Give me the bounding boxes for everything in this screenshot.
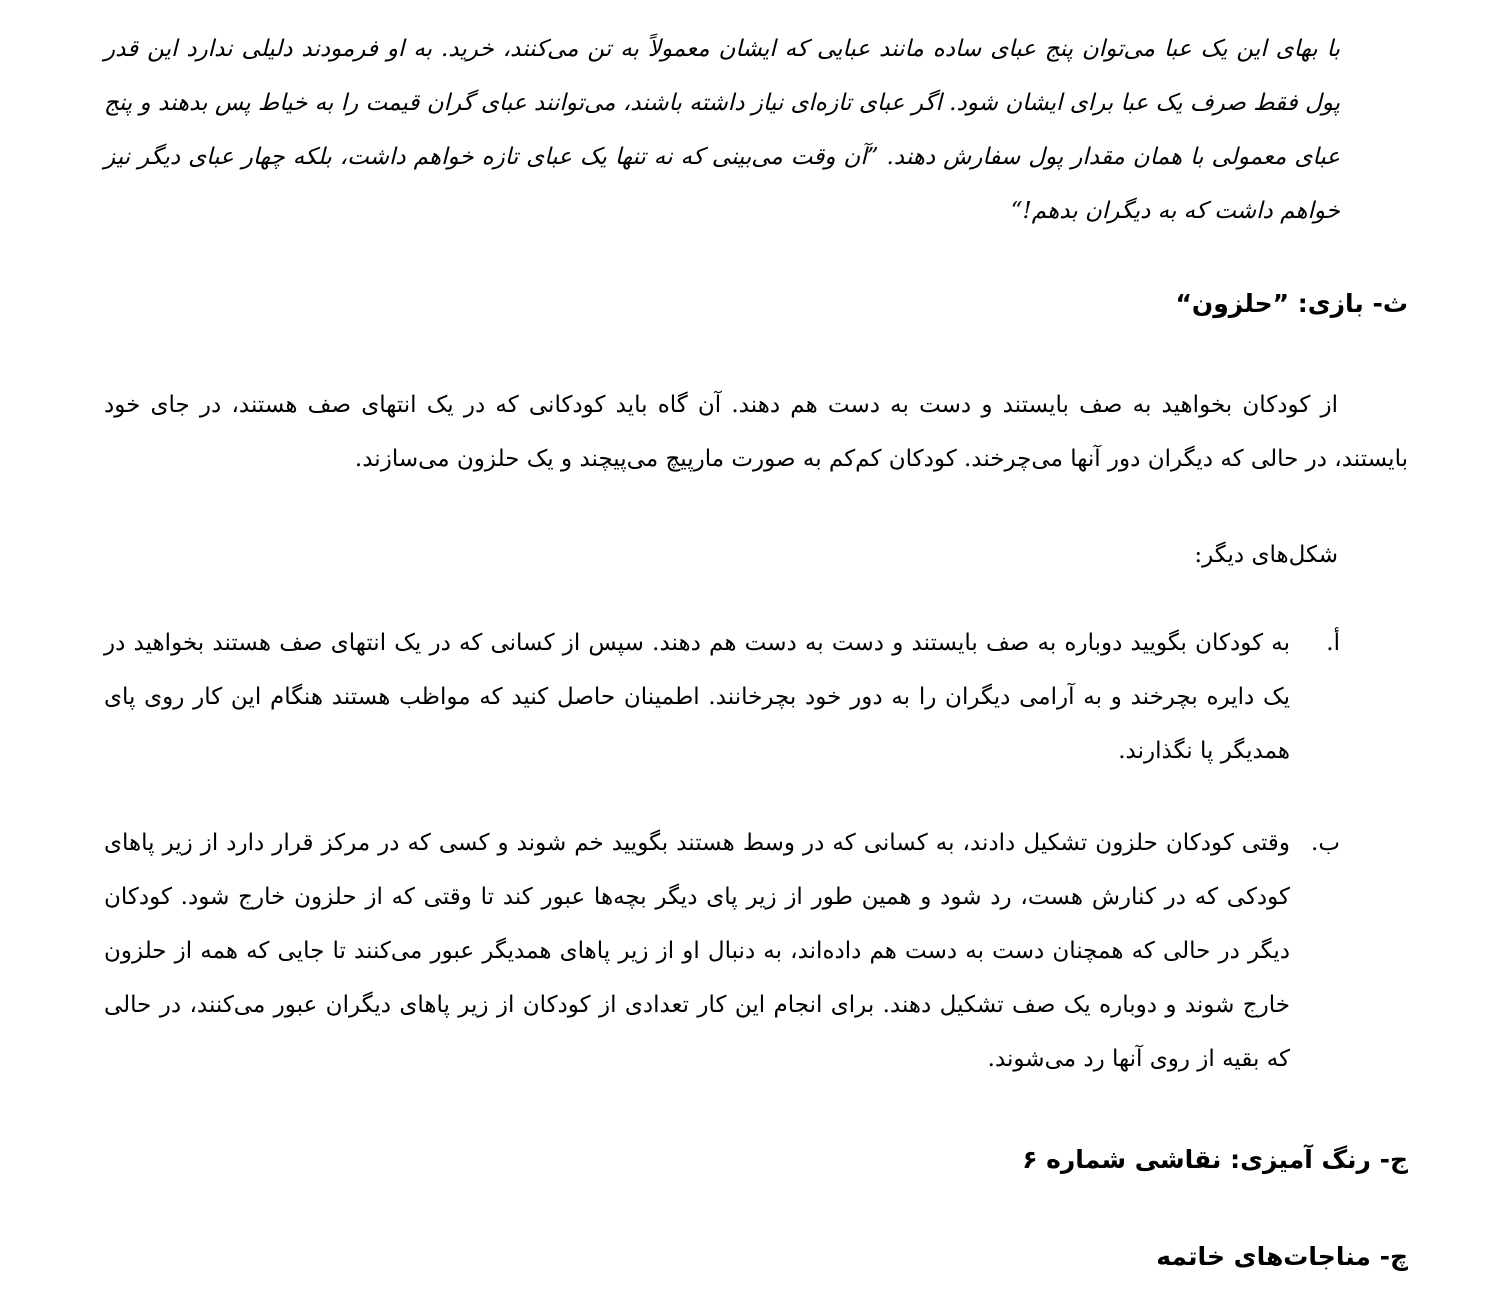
list-item [104,616,1340,786]
section-heading-snail-game: ث- بازی: ”حلزون“ [1175,289,1408,318]
section-heading-coloring: ج- رنگ آمیزی: نقاشی شماره ۶ [1022,1145,1408,1174]
snail-game-instructions: از کودکان بخواهید به صف بایستند و دست به دست هم دهند. آن گاه باید کودکانی که در یک انتهای صف هستند، در جای خود بایستند، در حالی که دیگران دور آنها می‌چرخند. کودکان کم‌کم به صورت مارپیچ می‌پیچند و یک حلزون می‌سازند. [104,392,1408,472]
quote-paragraph: با بهای این یک عبا می‌توان پنج عبای ساده مانند عبایی که ایشان معمولاً به تن می‌کنند، خرید. به او فرمودند دلیلی ندارد این قدر پول فقط صرف یک عبا برای ایشان شود. اگر عبای تازه‌ای نیاز داشته باشند، می‌توانند عبای گران قیمت را به خیاط پس بدهند و پنج عبای معمولی با همان مقدار پول سفارش دهند. ”آن وقت می‌بینی که نه تنها یک عبای تازه خواهم داشت، بلکه چهار عبای دیگر نیز خواهم داشت که به دیگران بدهم!“ [104,36,1340,224]
list-marker: ب. [1311,830,1340,856]
list-item [104,816,1340,1096]
other-forms-label: شکل‌های دیگر: [1194,542,1338,568]
list-item-text: وقتی کودکان حلزون تشکیل دادند، به کسانی که در وسط هستند بگویید خم شوند و کسی که در مرکز قرار دارد از زیر پاهای کودکی که در کنارش هست، رد شود و همین طور از زیر پای دیگر بچه‌ها عبور کند تا وقتی که از حلزون خارج شود. کودکان دیگر در حالی که همچنان دست به دست هم داده‌اند، به دنبال او از زیر پاهای همدیگر عبور می‌کنند تا جایی که همه از حلزون خارج شوند و دوباره یک صف تشکیل دهند. برای انجام این کار تعدادی از کودکان از زیر پاهای دیگران عبور می‌کنند، در حالی که بقیه از روی آنها رد می‌شوند. [104,830,1290,1072]
list-marker: أ. [1326,630,1340,656]
section-heading-closing-prayers: چ- مناجات‌های خاتمه [1156,1242,1408,1271]
list-item-text: به کودکان بگویید دوباره به صف بایستند و دست به دست هم دهند. سپس از کسانی که در یک انتهای صف هستند بخواهید در یک دایره بچرخند و به آرامی دیگران را به دور خود بچرخانند. اطمینان حاصل کنید که مواظب هستند هنگام این کار روی پای همدیگر پا نگذارند. [104,630,1290,764]
